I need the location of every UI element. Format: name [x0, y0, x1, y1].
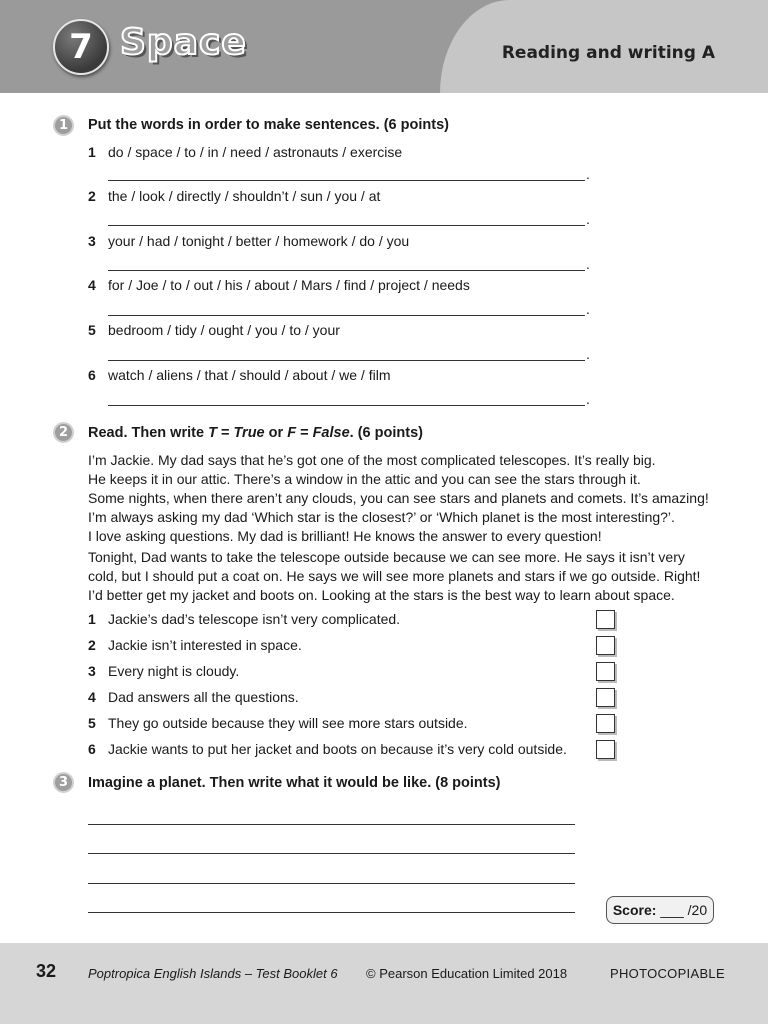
answer-period: .: [586, 301, 590, 317]
item-statement: Jackie wants to put her jacket and boots on because it’s very cold outside.: [108, 741, 567, 757]
answer-box-5[interactable]: [596, 714, 615, 733]
title-t: T: [208, 425, 217, 441]
title-false: False: [312, 425, 350, 441]
item-number: 5: [88, 715, 96, 731]
item-number: 3: [88, 663, 96, 679]
book-title: Poptropica English Islands – Test Booklet 6: [88, 966, 338, 981]
exercise-2-number: 2: [53, 422, 74, 443]
unit-number-badge: 7: [53, 19, 109, 75]
true-false-item: [88, 741, 567, 757]
item-number: 1: [88, 144, 96, 160]
item-words: do / space / to / in / need / astronauts / exercise: [108, 144, 403, 160]
item-words: the / look / directly / shouldn’t / sun / you / at: [108, 188, 381, 204]
exercise-3-number: 3: [53, 772, 74, 793]
answer-line-6[interactable]: [108, 405, 585, 406]
true-false-item: [88, 689, 299, 705]
paragraph-line: Some nights, when there aren’t any clouds, you can see stars and planets and comets. It’s amazing!: [88, 490, 709, 506]
answer-line-4[interactable]: [108, 315, 585, 316]
copyright: © Pearson Education Limited 2018: [366, 966, 568, 981]
item-words: your / had / tonight / better / homework / do / you: [108, 233, 410, 249]
paragraph-line: I’m always asking my dad ‘Which star is the closest?’ or ‘Which planet is the most interesting?’.: [88, 509, 675, 525]
item-words: watch / aliens / that / should / about / we / film: [108, 367, 391, 383]
answer-period: .: [586, 211, 590, 227]
true-false-item: [88, 611, 400, 627]
true-false-item: [88, 715, 468, 731]
answer-period: .: [586, 256, 590, 272]
item-number: 3: [88, 233, 96, 249]
reading-paragraph-1: [88, 451, 708, 546]
reading-paragraph-2: [88, 548, 708, 605]
answer-box-3[interactable]: [596, 662, 615, 681]
answer-box-2[interactable]: [596, 636, 615, 655]
item-words: bedroom / tidy / ought / you / to / your: [108, 322, 340, 338]
paragraph-line: He keeps it in our attic. There’s a window in the attic and you can see the stars through it.: [88, 471, 641, 487]
score-value[interactable]: ___ /20: [660, 902, 708, 918]
title-points: . (6 points): [349, 425, 423, 441]
answer-box-4[interactable]: [596, 688, 615, 707]
answer-period: .: [586, 346, 590, 362]
answer-period: .: [586, 391, 590, 407]
answer-box-6[interactable]: [596, 740, 615, 759]
answer-line-5[interactable]: [108, 360, 585, 361]
item-number: 1: [88, 611, 96, 627]
exercise-1-item: [88, 233, 409, 249]
unit-title: Space: [120, 22, 247, 63]
exercise-1-item: [88, 367, 390, 383]
exercise-1-item: [88, 144, 402, 160]
answer-box-1[interactable]: [596, 610, 615, 629]
item-statement: Jackie’s dad’s telescope isn’t very complicated.: [108, 611, 401, 627]
exercise-1-number: 1: [53, 115, 74, 136]
score-label: Score:: [612, 902, 657, 918]
paragraph-line: cold, but I should put a coat on. He says we will see more planets and stars if we go outside. Right!: [88, 568, 701, 584]
true-false-item: [88, 663, 239, 679]
item-statement: Jackie isn’t interested in space.: [108, 637, 302, 653]
section-title: Reading and writing A: [501, 43, 715, 63]
item-number: 4: [88, 277, 96, 293]
writing-line-4[interactable]: [88, 912, 575, 913]
title-f: F: [287, 425, 297, 441]
exercise-1-item: [88, 277, 470, 293]
item-statement: They go outside because they will see more stars outside.: [108, 715, 468, 731]
item-statement: Every night is cloudy.: [108, 663, 240, 679]
item-number: 2: [88, 637, 96, 653]
writing-line-2[interactable]: [88, 853, 575, 854]
item-words: for / Joe / to / out / his / about / Mars / find / project / needs: [108, 277, 470, 293]
answer-line-3[interactable]: [108, 270, 585, 271]
answer-period: .: [586, 166, 590, 182]
title-equals: =: [296, 425, 313, 441]
item-number: 6: [88, 367, 96, 383]
page-number: 32: [36, 961, 57, 981]
title-equals: =: [216, 425, 234, 441]
title-or: or: [264, 425, 288, 441]
writing-line-1[interactable]: [88, 824, 575, 825]
title-text: Read. Then write: [88, 425, 209, 441]
true-false-item: [88, 637, 302, 653]
answer-line-1[interactable]: [108, 180, 585, 181]
item-number: 6: [88, 741, 96, 757]
photocopiable-label: PHOTOCOPIABLE: [610, 966, 725, 981]
answer-line-2[interactable]: [108, 225, 585, 226]
item-statement: Dad answers all the questions.: [108, 689, 299, 705]
paragraph-line: Tonight, Dad wants to take the telescope outside because we can see more. He says it isn’t very: [88, 549, 685, 565]
exercise-1-item: [88, 188, 380, 204]
exercise-1-title: Put the words in order to make sentences. (6 points): [88, 117, 449, 133]
item-number: 5: [88, 322, 96, 338]
item-number: 2: [88, 188, 96, 204]
writing-line-3[interactable]: [88, 883, 575, 884]
paragraph-line: I’m Jackie. My dad says that he’s got one of the most complicated telescopes. It’s really big.: [88, 452, 656, 468]
page-footer: [0, 943, 768, 1024]
score-box: [606, 896, 714, 924]
item-number: 4: [88, 689, 96, 705]
exercise-2-title: [88, 425, 423, 441]
paragraph-line: I’d better get my jacket and boots on. Looking at the stars is the best way to learn about space.: [88, 587, 675, 603]
exercise-3-title: Imagine a planet. Then write what it would be like. (8 points): [88, 775, 501, 791]
exercise-1-item: [88, 322, 340, 338]
paragraph-line: I love asking questions. My dad is brilliant! He knows the answer to every question!: [88, 528, 602, 544]
title-true: True: [233, 425, 265, 441]
